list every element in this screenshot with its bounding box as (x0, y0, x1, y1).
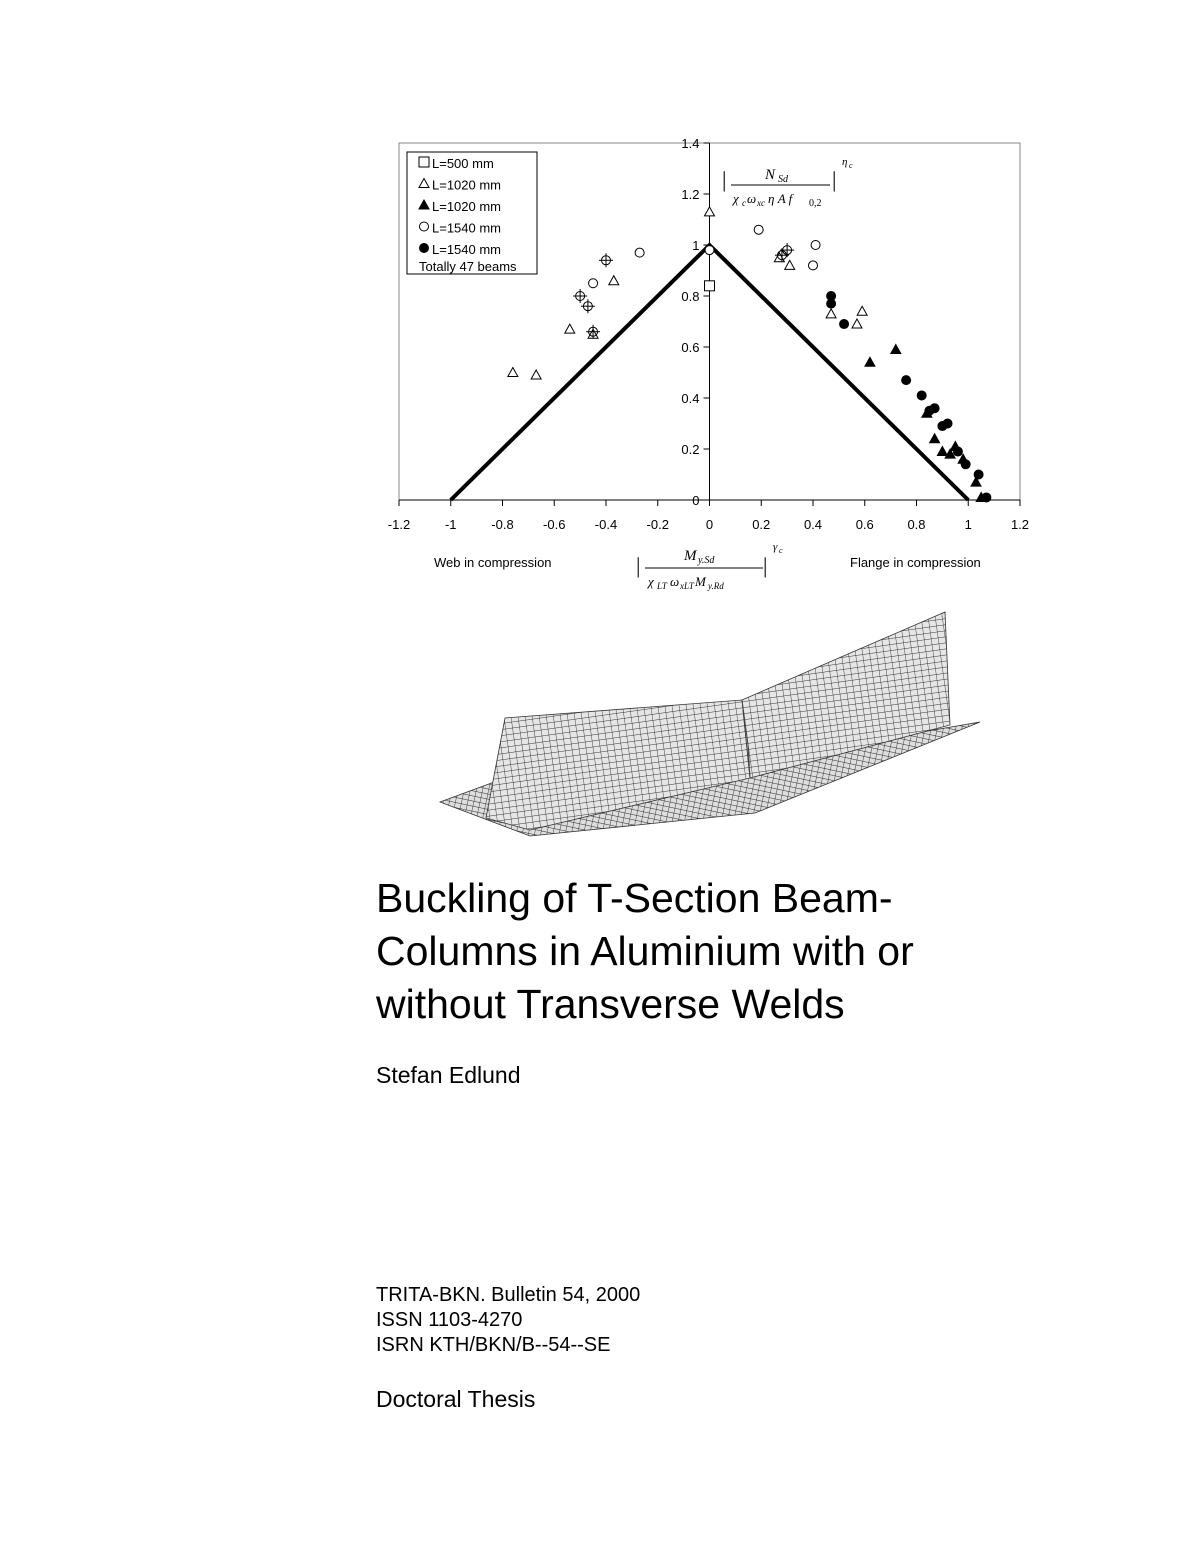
x-tick-label: -0.2 (646, 517, 669, 532)
svg-text:|: | (832, 167, 837, 192)
svg-text:|: | (636, 553, 641, 578)
x-tick-label: -1 (444, 517, 457, 532)
legend-note: Totally 47 beams (419, 259, 517, 274)
y-tick-label: 0.8 (681, 289, 700, 304)
svg-text:ω: ω (670, 574, 680, 589)
y-tick-label: 0.2 (681, 442, 700, 457)
x-tick-label: 0.4 (803, 517, 823, 532)
svg-text:|: | (722, 167, 727, 192)
author-name: Stefan Edlund (376, 1062, 521, 1088)
svg-text:Sd: Sd (778, 174, 788, 185)
svg-text:M: M (684, 548, 697, 564)
legend-label: L=500 mm (432, 156, 494, 171)
x-tick-label: 0.6 (855, 517, 874, 532)
flange-compression-label: Flange in compression (850, 555, 981, 570)
svg-text:y.Sd: y.Sd (698, 555, 715, 566)
svg-text:c: c (779, 546, 783, 555)
x-tick-label: 0 (705, 517, 714, 532)
document-type: Doctoral Thesis (376, 1386, 536, 1412)
title-line: Columns in Aluminium with or (376, 928, 914, 974)
svg-text:y.Rd: y.Rd (708, 581, 724, 591)
x-tick-label: 1.2 (1010, 517, 1030, 532)
svg-text:xLT: xLT (680, 581, 694, 591)
report-identifiers (376, 1283, 640, 1358)
x-tick-label: 0.2 (752, 517, 771, 532)
x-tick-label: -0.6 (543, 517, 566, 532)
svg-text:χ: χ (733, 191, 739, 206)
svg-text:c: c (849, 161, 853, 170)
legend-label: L=1540 mm (432, 220, 502, 236)
y-tick-label: 0.6 (681, 340, 700, 355)
x-tick-label: -0.4 (594, 517, 618, 532)
web-compression-label: Web in compression (434, 555, 552, 570)
svg-text:η A f: η A f (768, 191, 793, 206)
y-tick-label: 1.2 (681, 187, 700, 202)
x-tick-label: 1 (964, 517, 972, 532)
x-tick-label: -0.8 (491, 517, 514, 532)
legend-label: L=1020 mm (432, 177, 502, 193)
svg-text:η: η (842, 156, 848, 168)
svg-text:γ: γ (773, 541, 778, 553)
thesis-title (376, 872, 1096, 1031)
y-tick-label: 1 (692, 238, 700, 253)
title-line: without Transverse Welds (376, 981, 845, 1027)
y-tick-label: 0.4 (681, 391, 700, 406)
x-tick-label: 0.8 (907, 517, 926, 532)
isrn: ISRN KTH/BKN/B--54--SE (376, 1334, 611, 1356)
y-tick-label: 1.4 (681, 136, 700, 151)
report-series: TRITA-BKN. Bulletin 54, 2000 (376, 1284, 641, 1306)
svg-text:0,2: 0,2 (809, 198, 822, 209)
svg-text:c: c (742, 198, 746, 208)
title-line: Buckling of T-Section Beam- (376, 875, 893, 921)
svg-text:LT: LT (657, 581, 667, 591)
svg-text:χ: χ (648, 574, 654, 589)
x-tick-label: -1.2 (387, 517, 411, 532)
y-tick-label: 0 (692, 493, 700, 508)
legend-label: L=1540 mm (432, 242, 502, 257)
svg-text:|: | (763, 553, 768, 578)
legend-label: L=1020 mm (432, 199, 502, 214)
svg-text:ω: ω (747, 191, 757, 206)
svg-text:N: N (765, 167, 776, 183)
svg-text:M: M (695, 574, 706, 589)
svg-text:xc: xc (757, 198, 765, 208)
issn: ISSN 1103-4270 (376, 1309, 523, 1331)
